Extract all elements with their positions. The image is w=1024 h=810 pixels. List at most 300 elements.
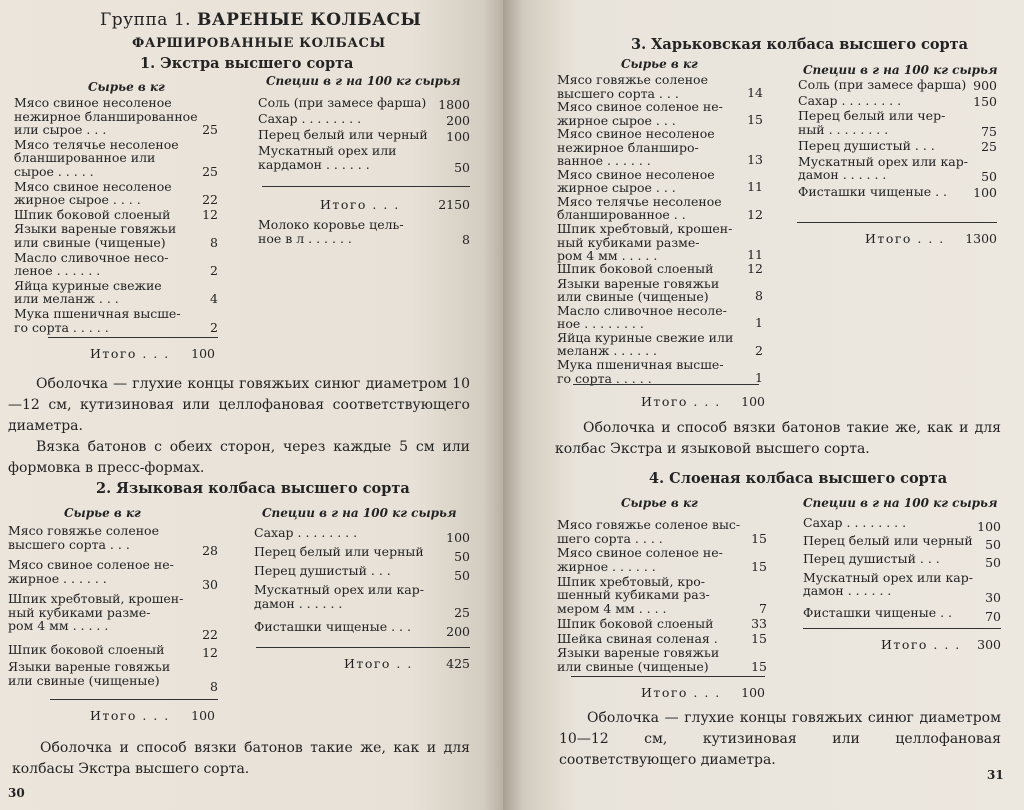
ingredient-name <box>8 524 159 551</box>
ingredient-name <box>14 180 172 207</box>
ingredient-amount: 15 <box>747 111 763 127</box>
total-value: 100 <box>191 346 215 361</box>
ingredient-row <box>803 534 1001 551</box>
ingredient-amount: 22 <box>202 192 218 208</box>
ingredient-name-line: Масло сливочное несо- <box>14 249 169 265</box>
ingredient-name <box>557 575 710 616</box>
ingredient-name-line: Фисташки чищеные . . <box>798 183 947 199</box>
ingredient-name-line: Мясо свиное несоленое <box>14 178 172 194</box>
ingredient-name-line: жирное сырое . . . <box>557 180 676 196</box>
ingredient-amount: 2 <box>210 263 218 279</box>
recipe-1-raw-header: Сырье в кг <box>88 80 165 94</box>
ingredient-amount: 12 <box>747 206 763 222</box>
recipe-3-raw-header: Сырье в кг <box>621 57 698 71</box>
ingredient-name-line: ный кубиками разме- <box>8 604 151 620</box>
ingredient-name-line: высшего сорта . . . <box>557 85 679 101</box>
ingredient-row <box>803 571 1001 605</box>
ingredient-amount: 11 <box>747 246 763 262</box>
ingredient-amount: 1 <box>755 369 763 385</box>
ingredient-name-line: Шпик хребтовый, крошен- <box>8 591 184 606</box>
recipe-3-spice-total <box>865 231 997 246</box>
ingredient-row <box>557 126 763 169</box>
ingredient-amount: 8 <box>462 231 470 247</box>
ingredient-amount: 30 <box>985 590 1001 606</box>
total-label: Итого . . . <box>641 394 721 409</box>
ingredient-name-line: дамон . . . . . . <box>254 595 343 611</box>
ingredient-amount: 13 <box>747 152 763 168</box>
total-label: Итого . . . <box>320 197 400 212</box>
ingredient-amount: 100 <box>446 128 470 144</box>
ingredient-name-line: Соль (при замесе фарша) <box>798 77 967 92</box>
ingredient-amount: 100 <box>977 518 1001 534</box>
ingredient-amount: 100 <box>446 529 470 545</box>
recipe-3-spice-header: Специи в г на 100 кг сырья <box>803 63 998 77</box>
ingredient-name-line: Фисташки чищеные . . <box>803 605 952 620</box>
ingredient-name-line: Масло сливочное несоле- <box>557 302 727 318</box>
ingredient-amount: 33 <box>751 616 767 632</box>
ingredient-name <box>798 139 935 153</box>
ingredient-row <box>8 592 218 642</box>
ingredient-row <box>8 660 218 693</box>
ingredient-name <box>557 518 740 545</box>
ingredient-amount: 900 <box>973 78 997 93</box>
recipe-3-raw-total <box>641 394 765 409</box>
ingredient-name-line: высшего сорта . . . <box>8 536 130 552</box>
ingredient-row <box>14 138 218 179</box>
ingredient-row <box>798 155 997 184</box>
ingredient-amount: 8 <box>755 288 763 304</box>
ingredient-name <box>14 307 181 334</box>
ingredient-name-line: Мясо свиное несоленое <box>557 166 715 182</box>
ingredient-name-line: Мясо свиное соленое не- <box>557 99 723 115</box>
ingredient-amount: 30 <box>202 576 218 592</box>
ingredient-name-line: Мясо свиное несоленое <box>14 95 172 110</box>
ingredient-name <box>254 564 391 578</box>
ingredient-name <box>254 545 424 559</box>
ingredient-row <box>8 643 218 660</box>
total-value: 1300 <box>965 231 997 246</box>
ingredient-amount: 4 <box>210 291 218 307</box>
casing-paragraph-4 <box>559 708 1001 771</box>
ingredient-name-line: Мясо телячье несоленое <box>557 193 722 209</box>
ingredient-name-line: Яйца куриные свежие или <box>557 329 734 345</box>
ingredient-amount: 25 <box>202 164 218 180</box>
ingredient-name-line: нежирное бланширо- <box>557 139 699 155</box>
ingredient-name <box>557 195 722 222</box>
recipe-4-spice-header: Специи в г на 100 кг сырья <box>803 496 998 510</box>
ingredient-row <box>258 96 470 111</box>
ingredient-name-line: Мускатный орех или <box>258 143 397 158</box>
ingredient-row <box>254 583 470 619</box>
divider <box>262 186 470 187</box>
ingredient-amount: 200 <box>446 112 470 128</box>
ingredient-row <box>557 221 763 264</box>
ingredient-name-line: или свиные (чищеные) <box>8 672 160 688</box>
ingredient-amount: 2 <box>755 342 763 358</box>
recipe-4-title: 4. Слоеная колбаса высшего сорта <box>649 470 948 487</box>
ingredient-name-line: ром 4 мм . . . . . <box>8 618 109 633</box>
page-number-right: 31 <box>987 768 1004 782</box>
ingredient-name-line: меланж . . . . . . <box>557 343 658 359</box>
left-page <box>0 0 503 810</box>
ingredient-name-line: Шпик боковой слоеный <box>557 261 714 277</box>
recipe-1-spice-header: Специи в г на 100 кг сырья <box>266 74 461 88</box>
ingredient-amount: 100 <box>973 184 997 200</box>
recipe-1-spice-total <box>320 197 470 212</box>
ingredient-name-line: Перец душистый . . . <box>803 551 940 567</box>
ingredient-row <box>14 180 218 207</box>
ingredient-name-line: Мука пшеничная высше- <box>14 306 181 321</box>
casing-paragraph-2 <box>12 738 470 780</box>
ingredient-name-line: дамон . . . . . . <box>803 583 892 599</box>
ingredient-name <box>557 222 732 263</box>
ingredient-name-line: Мясо свиное соленое не- <box>8 557 174 572</box>
ingredient-name-line: шенный кубиками раз- <box>557 587 710 603</box>
ingredient-name-line: Мясо говяжье соленое <box>557 72 708 87</box>
recipe-2-raw-total <box>90 708 215 723</box>
ingredient-name-line: Перец белый или черный <box>254 544 424 559</box>
ingredient-name-line: Мясо свиное несоленое <box>557 126 715 142</box>
ingredient-name-line: Шпик боковой слоеный <box>557 615 714 631</box>
ingredient-amount: 8 <box>210 678 218 694</box>
ingredient-name-line: бланшированное или <box>14 150 156 166</box>
ingredient-row <box>557 617 767 631</box>
ingredient-name-line: Сахар . . . . . . . . <box>798 92 902 108</box>
ingredient-name <box>557 646 719 673</box>
ingredient-name-line: Фисташки чищеные . . . <box>254 619 411 634</box>
ingredient-name <box>557 358 724 385</box>
ingredient-name-line: Языки вареные говяжьи <box>557 275 720 291</box>
ingredient-name-line: Языки вареные говяжьи <box>14 221 177 237</box>
ingredient-name <box>557 100 723 127</box>
ingredient-amount: 12 <box>747 260 763 276</box>
ingredient-row <box>798 139 997 154</box>
ingredient-amount: 7 <box>759 601 767 617</box>
ingredient-name <box>798 94 901 108</box>
ingredient-row <box>557 277 763 303</box>
ingredient-name-line: Сахар . . . . . . . . <box>258 111 362 126</box>
ingredient-name-line: или свиные (чищеные) <box>14 234 166 250</box>
recipe-1-title: 1. Экстра высшего сорта <box>140 55 354 72</box>
ingredient-name-line: Мясо телячье несоленое <box>14 136 179 152</box>
ingredient-name-line: ный кубиками разме- <box>557 234 700 250</box>
ingredient-name-line: или свиные (чищеные) <box>557 289 709 304</box>
total-label: Итого . . . <box>641 685 721 700</box>
total-value: 300 <box>977 637 1001 652</box>
ingredient-name-line: Перец белый или чер- <box>798 108 946 123</box>
casing-paragraph-1 <box>8 374 470 479</box>
ingredient-row <box>8 524 218 557</box>
divider <box>50 699 218 700</box>
ingredient-name-line: ром 4 мм . . . . . <box>557 248 658 264</box>
ingredient-name <box>557 632 718 646</box>
total-label: Итого . . . <box>90 708 170 723</box>
ingredient-name-line: Мускатный орех или кар- <box>803 569 973 585</box>
total-label: Итого . . . <box>90 346 170 361</box>
recipe-4-spice-total <box>881 637 1001 652</box>
ingredient-name-line: Мускатный орех или кар- <box>254 582 424 597</box>
ingredient-name <box>14 96 198 137</box>
ingredient-name-line: бланшированное . . <box>557 207 686 223</box>
ingredient-amount: 14 <box>747 84 763 100</box>
ingredient-name <box>798 185 947 199</box>
divider <box>256 647 470 648</box>
ingredient-amount: 15 <box>751 530 767 546</box>
ingredient-row <box>8 558 218 591</box>
ingredient-name <box>557 304 727 331</box>
ingredient-amount: 28 <box>202 542 218 558</box>
ingredient-amount: 150 <box>973 93 997 109</box>
ingredient-row <box>254 545 470 563</box>
ingredient-amount: 1800 <box>438 96 470 112</box>
ingredient-name-line: или меланж . . . <box>14 291 119 307</box>
total-label: Итого . . <box>344 656 413 671</box>
ingredient-name <box>798 155 968 182</box>
ingredient-name <box>14 222 176 249</box>
recipe-2-spice-header: Специи в г на 100 кг сырья <box>262 506 457 520</box>
ingredient-row <box>14 251 218 278</box>
ingredient-row <box>557 73 763 99</box>
subheading: ФАРШИРОВАННЫЕ КОЛБАСЫ <box>132 36 386 51</box>
total-label: Итого . . . <box>881 637 961 652</box>
ingredient-name-line: дамон . . . . . . <box>798 167 887 182</box>
ingredient-name-line: кардамон . . . . . . <box>258 156 370 172</box>
ingredient-name <box>14 208 170 222</box>
ingredient-name <box>557 331 733 358</box>
ingredient-name-line: Шпик хребтовый, крошен- <box>557 221 733 237</box>
ingredient-amount: 75 <box>981 123 997 139</box>
ingredient-name <box>557 617 713 631</box>
ingredient-name-line: Шпик боковой слоеный <box>8 641 165 657</box>
ingredient-name-line: жирное . . . . . . <box>8 570 107 586</box>
casing-paragraph-3 <box>555 418 1001 460</box>
paragraph-text: Оболочка — глухие концы говяжьих синюг диаметром 10—12 см, кутизиновая или целлофановая соответствующего диаметра. <box>559 710 1001 768</box>
ingredient-row <box>14 208 218 222</box>
ingredient-amount: 70 <box>985 608 1001 624</box>
ingredient-name <box>14 138 179 179</box>
total-value: 100 <box>741 685 765 700</box>
ingredient-row <box>258 128 470 143</box>
ingredient-name <box>258 144 396 171</box>
ingredient-name-line: леное . . . . . . <box>14 263 101 279</box>
paragraph-text: Вязка батонов с обеих сторон, через каждые 5 см или формовка в пресс-формах. <box>8 439 470 476</box>
ingredient-name-line: Мясо говяжье соленое <box>8 523 159 538</box>
ingredient-amount: 25 <box>202 122 218 138</box>
ingredient-row <box>258 112 470 127</box>
ingredient-row <box>557 575 767 616</box>
ingredient-name-line: Яйца куриные свежие <box>14 277 162 293</box>
ingredient-amount: 50 <box>985 536 1001 552</box>
ingredient-name <box>254 526 357 540</box>
ingredient-row <box>798 78 997 93</box>
ingredient-name <box>798 78 966 92</box>
total-value: 425 <box>446 656 470 671</box>
ingredient-amount: 200 <box>446 623 470 639</box>
ingredient-name <box>8 592 183 633</box>
recipe-4-raw-total <box>641 685 765 700</box>
ingredient-amount: 50 <box>454 159 470 175</box>
ingredient-name-line: Сахар . . . . . . . . <box>254 525 358 540</box>
recipe-3-title: 3. Харьковская колбаса высшего сорта <box>631 36 969 53</box>
ingredient-name <box>8 558 174 585</box>
ingredient-amount: 11 <box>747 179 763 195</box>
ingredient-name-line: Мясо говяжье соленое выс- <box>557 517 741 532</box>
ingredient-amount: 22 <box>202 627 218 642</box>
ingredient-amount: 12 <box>202 206 218 222</box>
ingredient-name-line: Мука пшеничная высше- <box>557 357 724 373</box>
total-value: 100 <box>191 708 215 723</box>
ingredient-name-line: Сахар . . . . . . . . <box>803 515 907 530</box>
ingredient-row <box>557 262 763 275</box>
recipe-1-raw-total <box>90 346 215 361</box>
ingredient-row <box>798 185 997 200</box>
ingredient-name-line: Языки вареные говяжьи <box>557 645 720 661</box>
ingredient-name <box>798 109 945 136</box>
ingredient-amount: 2 <box>210 319 218 335</box>
ingredient-name <box>803 552 940 566</box>
paragraph-text: Оболочка и способ вязки батонов такие же, как и для колбасы Экстра высшего сорта. <box>12 740 470 777</box>
ingredient-name-line: ное в л . . . . . . <box>258 230 352 246</box>
ingredient-amount: 50 <box>981 169 997 184</box>
ingredient-name <box>254 583 424 610</box>
total-value: 100 <box>741 394 765 409</box>
ingredient-amount: 25 <box>981 139 997 154</box>
ingredient-name <box>557 277 719 304</box>
ingredient-row <box>14 222 218 249</box>
ingredient-name <box>557 546 723 573</box>
ingredient-name-line: шего сорта . . . . <box>557 530 663 546</box>
group-heading-title: ВАРЕНЫЕ КОЛБАСЫ <box>196 10 422 30</box>
divider <box>797 222 997 223</box>
ingredient-name-line: Шпик боковой слоеный <box>14 206 171 222</box>
ingredient-row <box>14 96 218 137</box>
ingredient-row <box>557 546 767 573</box>
ingredient-name <box>8 643 164 657</box>
ingredient-name <box>557 262 713 276</box>
ingredient-row <box>557 358 763 384</box>
ingredient-name-line: или свиные (чищеные) <box>557 658 709 674</box>
ingredient-row <box>557 168 763 194</box>
ingredient-row <box>14 279 218 306</box>
ingredient-name-line: Соль (при замесе фарша) <box>258 95 427 110</box>
ingredient-amount: 15 <box>751 559 767 575</box>
divider <box>803 628 1001 629</box>
right-page <box>503 0 1024 810</box>
recipe-2-spice-total <box>344 656 470 671</box>
divider <box>573 384 759 385</box>
ingredient-name-line: Шейка свиная соленая . <box>557 630 718 646</box>
ingredient-name <box>557 127 715 168</box>
ingredient-name-line: Перец белый или черный <box>803 533 973 549</box>
ingredient-name <box>557 168 715 195</box>
recipe-4-raw-header: Сырье в кг <box>621 496 698 510</box>
ingredient-name-line: Мясо свиное соленое не- <box>557 545 723 561</box>
ingredient-name-line: жирное . . . . . . <box>557 558 656 574</box>
ingredient-name <box>258 218 404 245</box>
ingredient-row <box>14 307 218 334</box>
ingredient-row <box>803 552 1001 569</box>
ingredient-row <box>557 632 767 646</box>
ingredient-row <box>798 94 997 109</box>
ingredient-name-line: или сырое . . . <box>14 122 107 137</box>
ingredient-row <box>254 564 470 582</box>
ingredient-name-line: ное . . . . . . . . <box>557 316 644 332</box>
group-heading <box>100 10 421 30</box>
ingredient-row <box>803 516 1001 533</box>
ingredient-name-line: жирное сырое . . . . <box>14 192 141 208</box>
ingredient-row <box>557 518 767 545</box>
divider <box>48 337 218 338</box>
ingredient-amount: 1 <box>755 315 763 331</box>
ingredient-name-line: Перец белый или черный <box>258 127 428 142</box>
ingredient-name <box>14 251 169 278</box>
ingredient-name-line: Перец душистый . . . <box>798 138 935 153</box>
ingredient-name-line: Мускатный орех или кар- <box>798 153 968 169</box>
ingredient-amount: 50 <box>985 555 1001 571</box>
ingredient-name-line: жирное сырое . . . <box>557 112 676 128</box>
ingredient-name-line: мером 4 мм . . . . <box>557 600 667 616</box>
ingredient-name-line: го сорта . . . . . <box>14 319 109 335</box>
ingredient-amount: 25 <box>454 604 470 620</box>
ingredient-name <box>8 660 170 687</box>
ingredient-name <box>803 516 906 530</box>
ingredient-amount: 15 <box>751 659 767 675</box>
ingredient-name <box>557 73 708 100</box>
recipe-2-title: 2. Языковая колбаса высшего сорта <box>96 480 410 497</box>
ingredient-row <box>258 218 470 246</box>
ingredient-name-line: Перец душистый . . . <box>254 563 391 578</box>
total-label: Итого . . . <box>865 231 945 246</box>
total-value: 2150 <box>438 197 470 212</box>
ingredient-name <box>258 96 426 110</box>
ingredient-name-line: Молоко коровье цель- <box>258 217 404 232</box>
ingredient-amount: 12 <box>202 644 218 660</box>
ingredient-row <box>258 144 470 174</box>
ingredient-row <box>557 304 763 330</box>
recipe-2-raw-header: Сырье в кг <box>64 506 141 520</box>
ingredient-name <box>803 534 973 548</box>
ingredient-row <box>557 646 767 673</box>
paragraph-text: Оболочка и способ вязки батонов такие же, как и для колбас Экстра и языковой высшего сорта. <box>555 420 1001 457</box>
group-heading-prefix: Группа 1. <box>100 10 192 30</box>
paragraph-text: Оболочка — глухие концы говяжьих синюг диаметром 10—12 см, кутизиновая или целлофановая соответствующего диаметра. <box>8 376 470 434</box>
ingredient-name-line: нежирное бланшированное <box>14 108 198 124</box>
ingredient-row <box>254 620 470 638</box>
ingredient-amount: 8 <box>210 235 218 251</box>
ingredient-row <box>803 606 1001 623</box>
ingredient-name-line: Языки вареные говяжьи <box>8 659 171 674</box>
ingredient-row <box>798 109 997 138</box>
ingredient-name-line: ный . . . . . . . . <box>798 121 889 137</box>
ingredient-name <box>803 571 973 598</box>
ingredient-amount: 15 <box>751 630 767 646</box>
ingredient-name <box>254 620 411 634</box>
ingredient-amount: 50 <box>454 548 470 564</box>
ingredient-name <box>803 606 952 620</box>
ingredient-name-line: сырое . . . . . <box>14 163 94 179</box>
ingredient-row <box>557 195 763 221</box>
ingredient-name-line: ванное . . . . . . <box>557 153 651 169</box>
ingredient-name <box>14 279 162 306</box>
ingredient-row <box>557 331 763 357</box>
ingredient-row <box>254 526 470 544</box>
divider <box>571 676 765 677</box>
ingredient-name <box>258 128 428 142</box>
ingredient-name-line: Шпик хребтовый, кро- <box>557 573 705 589</box>
ingredient-name <box>258 112 361 126</box>
page-number-left: 30 <box>8 786 25 800</box>
ingredient-row <box>557 100 763 126</box>
